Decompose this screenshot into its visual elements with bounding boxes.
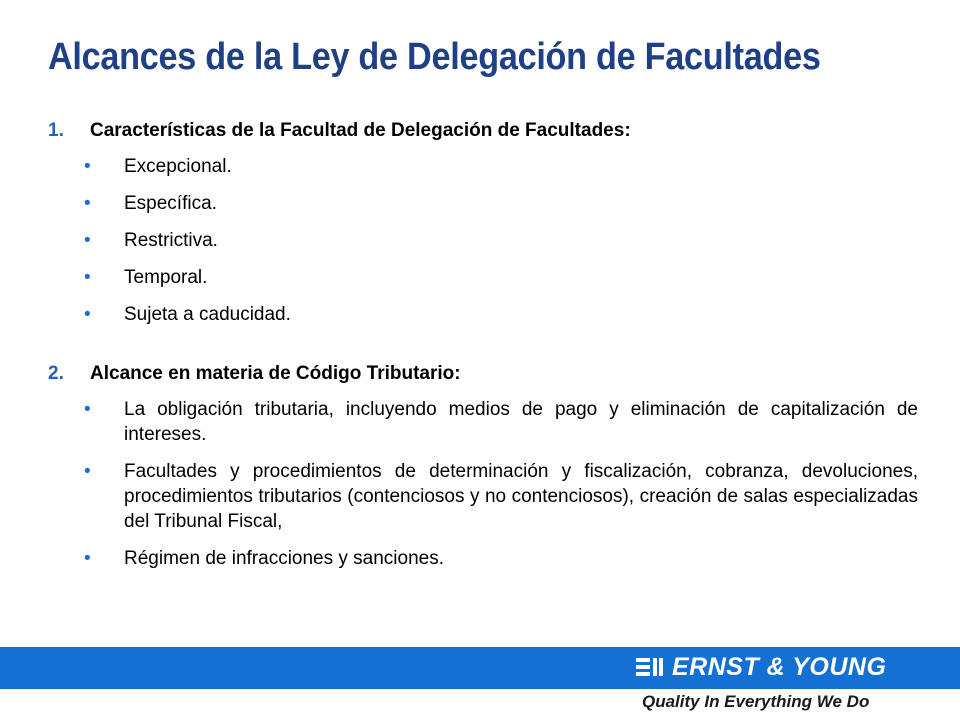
list-item-text: Temporal.	[124, 267, 208, 288]
bullet-icon: •	[84, 461, 91, 482]
bullet-icon: •	[84, 230, 91, 251]
list-item	[48, 302, 918, 327]
list-item-text: Específica.	[124, 193, 217, 214]
section-heading-text: Características de la Facultad de Delegación de Facultades:	[90, 120, 631, 141]
slide-title: Alcances de la Ley de Delegación de Facultades	[48, 36, 821, 78]
section-heading	[48, 118, 918, 144]
bullet-icon: •	[84, 548, 91, 569]
bullet-icon: •	[84, 156, 91, 177]
list-item	[48, 154, 918, 179]
list-item-text: Excepcional.	[124, 156, 232, 177]
list-item	[48, 191, 918, 216]
list-item-text: Facultades y procedimientos de determinación y fiscalización, cobranza, devoluciones, procedimientos tributarios (contenciosos y no contenciosos), creación de salas especializadas del Tribunal Fiscal,	[124, 461, 918, 532]
list-item	[48, 228, 918, 253]
section-heading	[48, 361, 918, 387]
section-number: 1.	[48, 120, 64, 141]
list-item	[48, 546, 918, 571]
ey-logo-icon	[636, 656, 664, 678]
list-item-text: La obligación tributaria, incluyendo medios de pago y eliminación de capitalización de intereses.	[124, 399, 918, 445]
list-item	[48, 459, 918, 534]
section-heading-text: Alcance en materia de Código Tributario:	[90, 363, 461, 384]
logo-text: ERNST & YOUNG	[672, 652, 887, 681]
bullet-icon: •	[84, 193, 91, 214]
footer-tagline: Quality In Everything We Do	[642, 692, 870, 711]
section-tax-code	[48, 361, 918, 571]
bullet-icon: •	[84, 304, 91, 325]
list-item-text: Régimen de infracciones y sanciones.	[124, 548, 445, 569]
section-characteristics	[48, 118, 918, 327]
section-number: 2.	[48, 363, 64, 384]
bullet-icon: •	[84, 399, 91, 420]
list-item-text: Restrictiva.	[124, 230, 218, 251]
list-item	[48, 397, 918, 447]
slide-content	[48, 118, 918, 583]
list-item-text: Sujeta a caducidad.	[124, 304, 291, 325]
bullet-icon: •	[84, 267, 91, 288]
list-item	[48, 265, 918, 290]
company-logo	[636, 650, 886, 684]
